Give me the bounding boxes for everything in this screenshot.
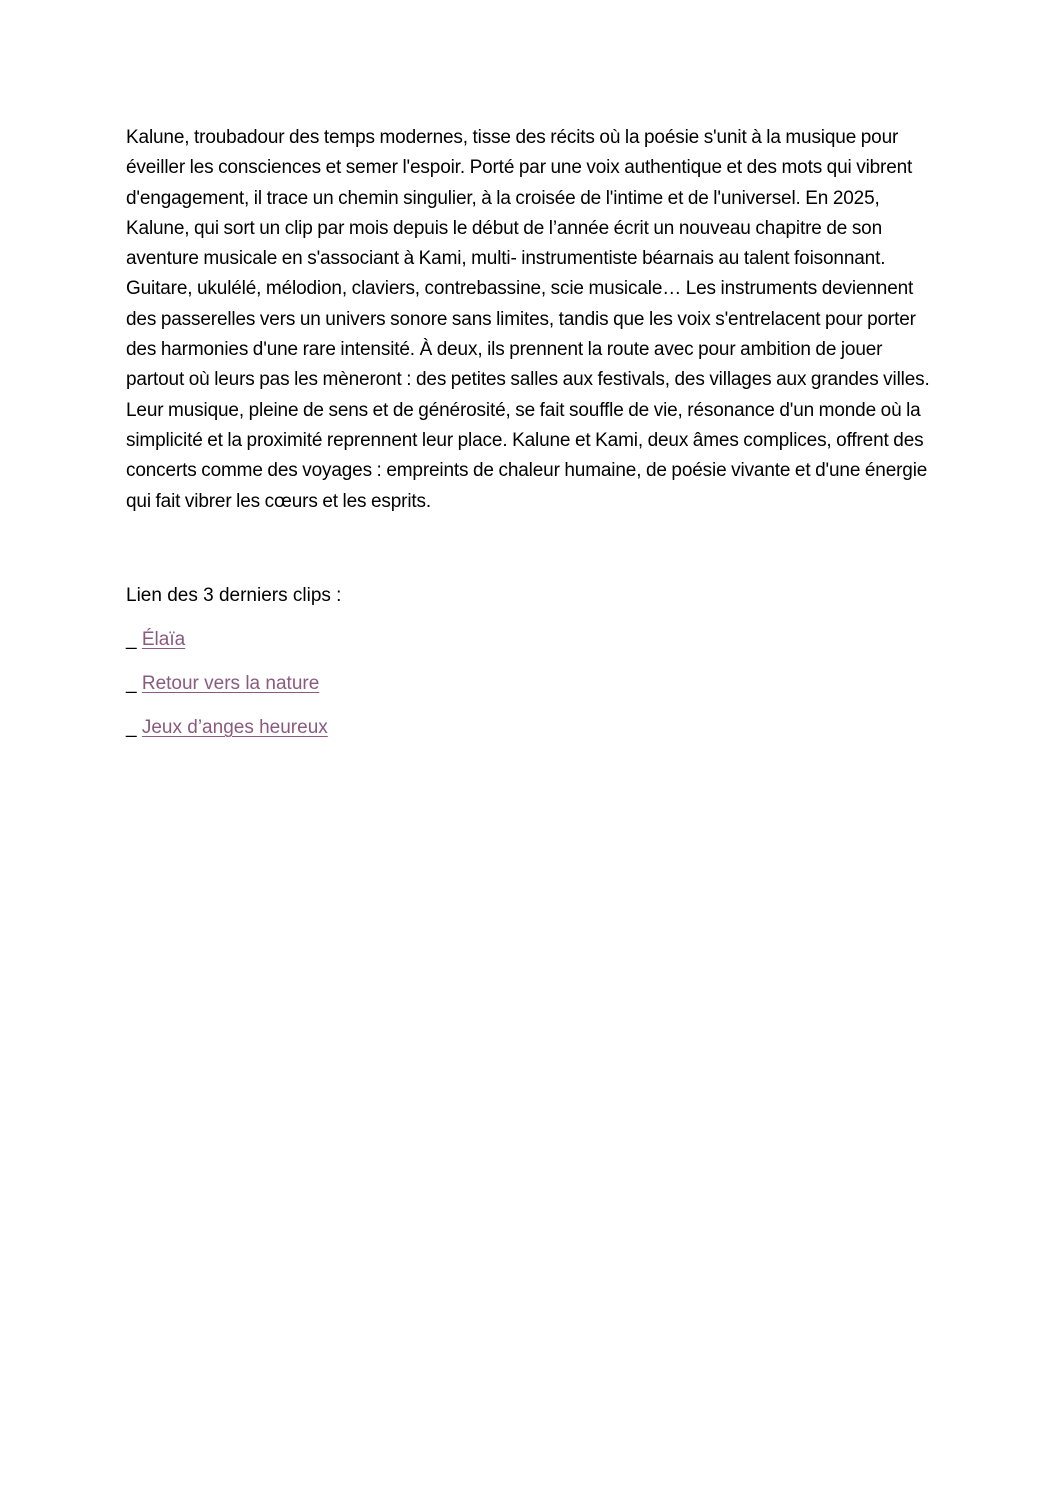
list-item [126, 713, 934, 743]
clip-link-jeux-danges-heureux[interactable]: Jeux d’anges heureux [141, 716, 328, 738]
document-body [126, 123, 934, 743]
list-bullet: _ [126, 628, 142, 650]
links-heading: Lien des 3 derniers clips : [126, 584, 342, 606]
bio-paragraph: Kalune, troubadour des temps modernes, tisse des récits où la poésie s'unit à la musique pour éveiller les consciences et semer l'espoir. Porté par une voix authentique et des mots qui vibrent d'engagement, il trace un chemin singulier, à la croisée de l'intime et de l'universel. En 2025, Kalune, qui sort un clip par mois depuis le début de l’année écrit un nouveau chapitre de son aventure musicale en s'associant à Kami, multi- instrumentiste béarnais au talent foisonnant. Guitare, ukulélé, mélodion, claviers, contrebassine, scie musicale… Les instruments deviennent des passerelles vers un univers sonore sans limites, tandis que les voix s'entrelacent pour porter des harmonies d'une rare intensité. À deux, ils prennent la route avec pour ambition de jouer partout où leurs pas les mèneront : des petites salles aux festivals, des villages aux grandes villes. Leur musique, pleine de sens et de générosité, se fait souffle de vie, résonance d'un monde où la simplicité et la proximité reprennent leur place. Kalune et Kami, deux âmes complices, offrent des concerts comme des voyages : empreints de chaleur humaine, de poésie vivante et d'une énergie qui fait vibrer les cœurs et les esprits. [126, 127, 930, 512]
list-bullet: _ [126, 672, 142, 694]
list-item [126, 625, 934, 655]
clip-link-retour-vers-la-nature[interactable]: Retour vers la nature [141, 672, 320, 694]
list-item [126, 669, 934, 699]
clip-link-elaia[interactable]: Élaïa [141, 628, 186, 650]
list-bullet: _ [126, 716, 142, 738]
